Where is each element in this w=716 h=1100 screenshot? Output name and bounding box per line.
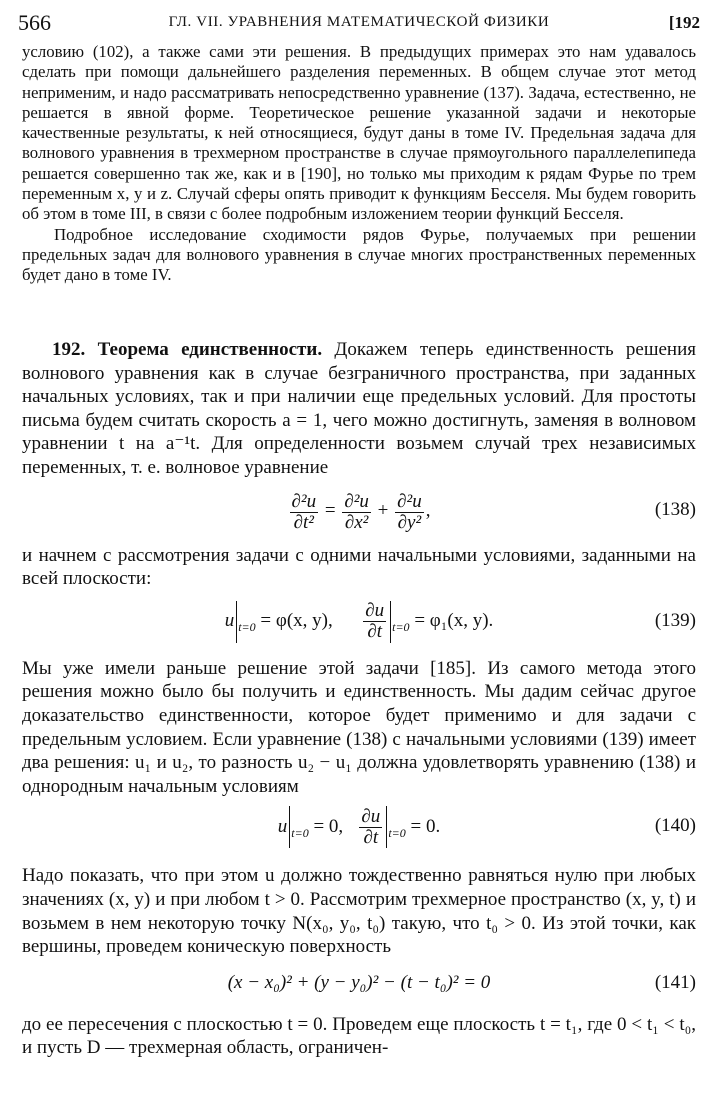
fraction: $\frac{\partial u}{\partial t}$ [361,805,381,848]
equation-number: (138) [654,498,696,520]
equation-140: u $_{t=0}$ = 0, $\frac{\partial u}{\partial t}$ $_{t=0}$ = 0. (140) [277,805,696,848]
small-paragraph-1: условию (102), а также сами эти решения. В предыдущих примерах это нам удавалось сделать при помощи дальнейшего разделения переменных. В общем случае этот метод неприменим, и надо рассматривать непосредственно уравнение (137). Задача, естественно, не решается в явной форме. Теоретическое решение указанной задачи и некоторые качественные результаты, к ней относящиеся, будут даны в томе IV. Предельная задача для волнового уравнения в трехмерном пространстве в случае прямоугольного параллелепипеда решается совершенно так же, как и в [190], но только мы приходим к рядам Фурье по трем переменным x, y и z. Случай сферы опять приводит к функциям Бесселя. Мы будем говорить об этом в томе III, в связи с более подробным изложением теории функций Бесселя. [22,42,696,224]
paragraph-4: Надо показать, что при этом u должно тождественно равняться нулю при любых значениях (x, y) и при любом t > 0. Рассмотрим трехмерное пространство (x, y, t) и возьмем в нем некоторую точку N(x₀, y₀, t₀) такую, что t₀ > 0. Из этой точки, как вершины, проведем коническую поверхность [22,865,696,958]
paragraph-1: Докажем теперь единственность решения волнового уравнения как в случае безграничного пространства, при заданных начальных условиях, так и при наличии еще предельных условий. Для простоты письма будем считать скорость a = 1, чего можно достигнуть, заменяя в волновом уравнении t на a⁻¹t. Для определенности возьмем случай трех независимых переменных, т. е. волновое уравнение [22,339,696,478]
fraction: $\frac{\text{∂²u}}{\text{∂t²}}$ [291,490,317,533]
paragraph-5: до ее пересечения с плоскостью t = 0. Проведем еще плоскость t = t₁, где 0 < t₁ < t₀, и пусть D — трехмерная область, ограничен- [22,1013,696,1059]
paragraph-2: и начнем с рассмотрения задачи с одними начальными условиями, заданными на всей плоскости: [22,544,696,590]
page-header [18,10,700,36]
section-intro [22,338,696,480]
running-title: ГЛ. VII. УРАВНЕНИЯ МАТЕМАТИЧЕСКОЙ ФИЗИКИ [168,14,550,30]
fraction: $\frac{\partial u}{\partial t}$ [365,600,385,643]
small-paragraph-2: Подробное исследование сходимости рядов Фурье, получаемых при решении предельных задач для волнового уравнения в случае многих пространственных переменных будет дано в томе IV. [22,224,696,285]
fraction: $\frac{\text{∂²u}}{\text{∂x²}}$ [344,490,369,533]
page-number: 566 [18,10,51,35]
section-heading: 192. Теорема единственности. [52,339,323,360]
equation-number: (140) [654,815,696,837]
equation-141: (x − x₀)² + (y − y₀)² − (t − t₀)² = 0 (141) [227,971,696,993]
section-reference: [192 [668,13,700,32]
fraction: $\frac{\text{∂²u}}{\text{∂y²}}$ [397,490,422,533]
section-192 [22,338,696,1060]
equation-139: u $_{t=0}$ = φ(x, y), $\frac{\partial u}{\partial t}$ $_{t=0}$ = φ₁(x, y). (139) [224,600,696,643]
equation-138: $\frac{\text{∂²u}}{\text{∂t²}}$ = $\frac{\text{∂²u}}{\text{∂x²}}$ + $\frac{\text{∂²u}}{\text{∂y²}}$ , (138) [291,490,696,533]
equation-number: (139) [654,609,696,631]
small-print-block [22,42,696,286]
equation-number: (141) [654,971,696,993]
paragraph-3: Мы уже имели раньше решение этой задачи [185]. Из самого метода этого решения можно было бы получить и единственность. Мы дадим сейчас другое доказательство единственности, которое будет применимо и для задачи с предельным условием. Если уравнение (138) с начальными условиями (139) имеет два решения: u₁ и u₂, то разность u₂ − u₁ должна удовлетворять уравнению (138) и однородным начальным условиям [22,657,696,797]
